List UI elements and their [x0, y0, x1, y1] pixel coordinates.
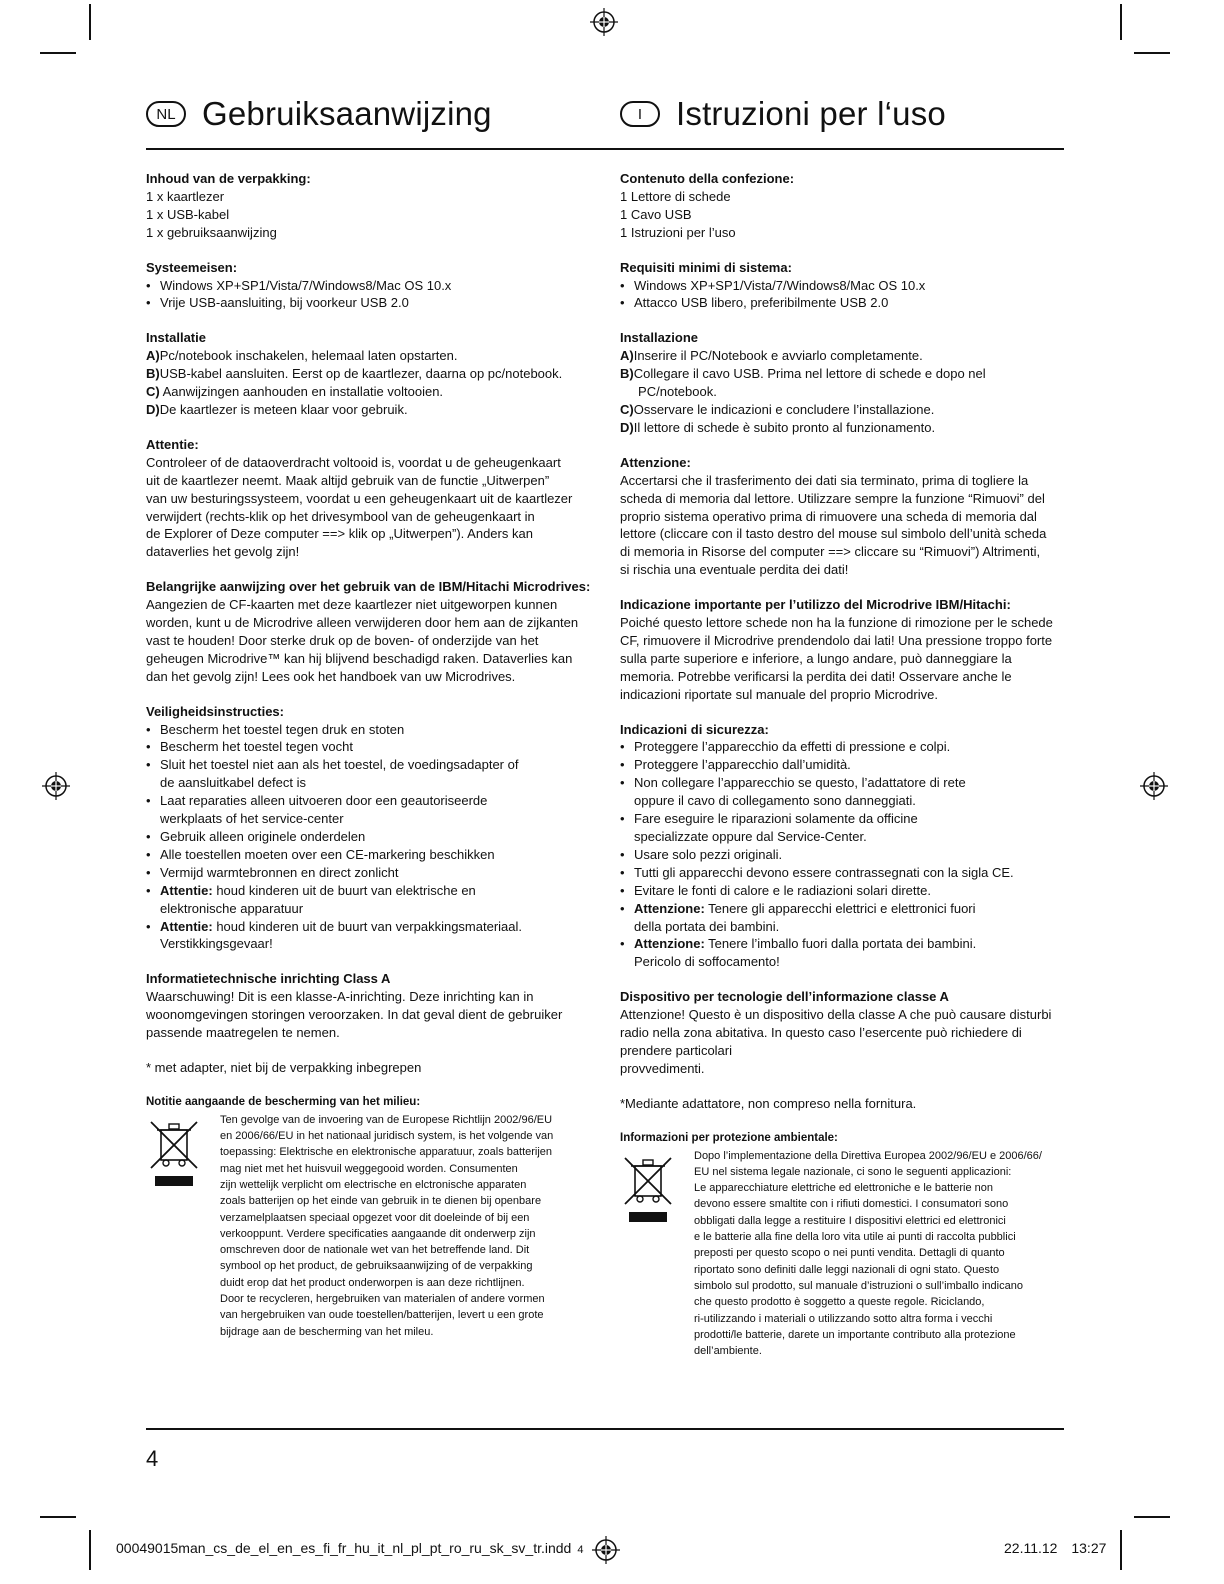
title-it [620, 92, 946, 136]
text-line: scheda di memoria dal lettore. Utilizzare sempre la funzione “Rimuovi” del [620, 490, 1045, 506]
text-line: passende maatregelen te nemen. [146, 1025, 340, 1041]
registration-mark-icon [590, 8, 618, 36]
list-item: • Bescherm het toestel tegen vocht [146, 738, 594, 756]
text-line: indicazioni riportate sul manuale del proprio Microdrive. [620, 686, 938, 702]
text-line: Accertarsi che il trasferimento dei dati sia terminato, prima di togliere la [620, 472, 1029, 488]
list-item: A)Inserire il PC/Notebook e avviarlo completamente. [620, 348, 923, 364]
text-line: EU nel sistema legale nazionale, ci sono le seguenti applicazioni: [694, 1165, 1012, 1178]
section-heading: Informatietechnische inrichting Class A [146, 971, 391, 987]
list-item: 1 x gebruiksaanwijzing [146, 224, 277, 240]
section-heading: Indicazione importante per l’utilizzo del Microdrive IBM/Hitachi: [620, 597, 1011, 613]
section-heading: Attentie: [146, 436, 199, 452]
list-item: • Attenzione: Tenere gli apparecchi elettrici e elettronici fuori della portata dei bambini. [620, 900, 1068, 936]
text-line: Attenzione! Questo è un dispositivo della classe A che può causare disturbi [620, 1007, 1052, 1023]
crossed-bin-icon [623, 1154, 673, 1206]
crop-mark [89, 4, 91, 40]
slug-date: 22.11.12 [1004, 1540, 1058, 1556]
file-name: 00049015man_cs_de_el_en_es_fi_fr_hu_it_nl_pl_pt_ro_ru_sk_sv_tr.indd [116, 1540, 572, 1556]
list-item: • Vrije USB-aansluiting, bij voorkeur USB 2.0 [146, 294, 594, 312]
text-line: dataverlies het gevolg zijn! [146, 544, 300, 560]
crop-mark [89, 1530, 91, 1570]
list-item: B)Collegare il cavo USB. Prima nel lettore di schede e dopo nel [620, 366, 986, 382]
language-badge-nl: NL [146, 101, 186, 127]
section-system [146, 259, 594, 313]
section-heading: Notitie aangaande de bescherming van het milieu: [146, 1095, 421, 1108]
crop-mark [1120, 1530, 1122, 1570]
text-line: zijn wettelijk verplicht om electrische en elctronische apparaten [220, 1178, 527, 1191]
page-title-nl: Gebruiksaanwijzing [202, 95, 492, 132]
list-item: 1 Istruzioni per l’uso [620, 224, 736, 240]
list-item: A)Pc/notebook inschakelen, helemaal laten opstarten. [146, 348, 458, 364]
section-heading: Veiligheidsinstructies: [146, 703, 284, 719]
text-line: van uw besturingssysteem, voordat u een geheugenkaart uit de kaartlezer [146, 490, 573, 506]
text-line: van hergebruiken van oude toestellen/batterijen, levert u een grote [220, 1309, 544, 1322]
crop-mark [1134, 1516, 1170, 1518]
crop-mark [1120, 4, 1122, 40]
list-item: C)Osservare le indicazioni e concludere l’installazione. [620, 401, 935, 417]
section-microdrive [146, 578, 594, 685]
list-item: • Vermijd warmtebronnen en direct zonlicht [146, 864, 594, 882]
text-line: proprio sistema operativo prima di rimuovere una scheda di memoria dal [620, 508, 1037, 524]
text-line: Aangezien de CF-kaarten met deze kaartlezer niet uitgeworpen kunnen [146, 597, 558, 613]
column-it [620, 170, 1068, 1359]
list-item: • Alle toestellen moeten over een CE-markering beschikken [146, 846, 594, 864]
section-environment [146, 1094, 594, 1340]
slug-timestamp [1004, 1540, 1106, 1556]
text-line: memoria. Potrebbe verificarsi la perdita dei dati! Osservare anche le [620, 668, 1012, 684]
list-item: • Bescherm het toestel tegen druk en stoten [146, 721, 594, 739]
section-heading: Requisiti minimi di sistema: [620, 259, 792, 275]
list-item: • Proteggere l’apparecchio dall’umidità. [620, 756, 1068, 774]
text-line: mag niet met het huisvuil weggegooid worden. Consumenten [220, 1162, 518, 1175]
text-line: sulla parte superiore e inferiore, a lungo andare, può danneggiare la [620, 650, 1012, 666]
footnote [146, 1059, 594, 1077]
slug-file-name [116, 1540, 583, 1556]
header-rule [146, 148, 1064, 150]
text-line: Poiché questo lettore schede non ha la funzione di rimozione per le schede [620, 615, 1053, 631]
list-item: • Tutti gli apparecchi devono essere contrassegnati con la sigla CE. [620, 864, 1068, 882]
section-environment [620, 1130, 1068, 1360]
section-attention [146, 436, 594, 561]
text-line: Door te recycleren, hergebruiken van materialen of andere vormen [220, 1293, 545, 1306]
list-item: 1 Cavo USB [620, 206, 692, 222]
footnote [620, 1095, 1068, 1113]
list-item: D)Il lettore di schede è subito pronto al funzionamento. [620, 419, 936, 435]
title-nl [146, 92, 492, 136]
slug-time: 13:27 [1071, 1540, 1107, 1556]
page-title-it: Istruzioni per l‘uso [676, 95, 946, 132]
list-item: • Laat reparaties alleen uitvoeren door een geautoriseerde werkplaats of het service-center [146, 792, 594, 828]
section-heading: Installazione [620, 330, 699, 346]
text-line: Ten gevolge van de invoering van de Europese Richtlijn 2002/96/EU [220, 1113, 553, 1126]
text-line: radio nella zona abitativa. In questo caso l’esercente può richiedere di [620, 1025, 1022, 1041]
text-line: worden, kunt u de Microdrive alleen verwijderen door hem aan de zijkanten [146, 615, 579, 631]
section-microdrive [620, 596, 1068, 703]
crop-mark [40, 52, 76, 54]
text-line: provvedimenti. [620, 1060, 705, 1076]
text-line: e le batterie alla fine della loro vita utile ai punti di raccolta pubblici [694, 1231, 1016, 1244]
list-item: • Sluit het toestel niet aan als het toestel, de voedingsadapter of de aansluitkabel defect is [146, 756, 594, 792]
list-item: • Non collegare l’apparecchio se questo, l’adattatore di rete oppure il cavo di collegamento sono danneggiati. [620, 774, 1068, 810]
text-line: prodotti/le batterie, darete un importante contributo alla protezione [694, 1328, 1016, 1341]
text-line: riportato sono definiti dalle leggi nazionali di ogni stato. Questo [694, 1263, 1000, 1276]
text-line: CF, rimuovere il Microdrive prendendolo dai lati! Una pressione troppo forte [620, 632, 1053, 648]
crossed-bin-icon [149, 1118, 199, 1170]
section-heading: Installatie [146, 330, 206, 346]
text-line: obbligati dalla legge a restituire I dispositivi elettrici ed elettronici [694, 1214, 1006, 1227]
file-page: 4 [577, 1544, 584, 1556]
section-heading: Systeemeisen: [146, 259, 238, 275]
text-line: toepassing: Elektrische en elektronische apparatuur, zoals batterijen [220, 1146, 553, 1159]
section-heading: Informazioni per protezione ambientale: [620, 1131, 838, 1144]
footer-rule [146, 1428, 1064, 1430]
list-item: • Attenzione: Tenere l’imballo fuori dalla portata dei bambini. Pericolo di soffocamento! [620, 935, 1068, 971]
registration-mark-icon [42, 772, 70, 800]
text-line: verwijdert (rechts-klik op het drivesymbool van de geheugenkaart in [146, 508, 535, 524]
list-item: PC/notebook. [620, 384, 717, 400]
text-line: che questo prodotto è soggetto a queste regole. Riciclando, [694, 1296, 985, 1309]
list-item: 1 Lettore di schede [620, 188, 731, 204]
section-heading: Dispositivo per tecnologie dell’informazione classe A [620, 989, 949, 1005]
list-item: • Proteggere l’apparecchio da effetti di pressione e colpi. [620, 738, 1068, 756]
section-system [620, 259, 1068, 313]
section-safety [146, 703, 594, 954]
section-class-a [146, 970, 594, 1042]
text-line: symbool op het product, de gebruiksaanwijzing of de verpakking [220, 1260, 533, 1273]
list-item: 1 x kaartlezer [146, 188, 225, 204]
text-line: bijdrage aan de bescherming van het mileu. [220, 1325, 434, 1338]
page-number: 4 [146, 1446, 159, 1471]
text-line: verkooppunt. Verdere specificaties aangaande dit onderwerp zijn [220, 1227, 536, 1240]
text-line: de Explorer of Deze computer ==> klik op „Uitwerpen”). Anders kan [146, 526, 533, 542]
text-line: Le apparecchiature elettriche ed elettroniche e le batterie non [694, 1182, 994, 1195]
text-line: devono essere smaltite con i rifiuti domestici. I consumatori sono [694, 1198, 1009, 1211]
language-badge-it: I [620, 101, 660, 127]
section-class-a [620, 988, 1068, 1078]
list-item: • Usare solo pezzi originali. [620, 846, 1068, 864]
list-item: C) Aanwijzingen aanhouden en installatie voltooien. [146, 384, 444, 400]
text-line: geheugen Microdrive™ kan hij blijvend beschadigd raken. Dataverlies kan [146, 650, 573, 666]
text-line: woonomgevingen storingen veroorzaken. In dat geval dient de gebruiker [146, 1007, 563, 1023]
text-line: dan het gevolg zijn! Lees ook het handboek van uw Microdrives. [146, 668, 516, 684]
footnote-text: *Mediante adattatore, non compreso nella fornitura. [620, 1095, 917, 1111]
text-line: di memoria in Risorse del computer ==> cliccare su “Rimuovi”) Altrimenti, [620, 544, 1041, 560]
section-heading: Attenzione: [620, 454, 691, 470]
crop-mark [1134, 52, 1170, 54]
text-line: vast te houden! Door sterke druk op de boven- of onderzijde van het [146, 632, 539, 648]
text-line: preposti per questo scopo o nei punti vendita. Dettagli di quanto [694, 1247, 1005, 1260]
section-heading: Belangrijke aanwijzing over het gebruik van de IBM/Hitachi Microdrives: [146, 579, 591, 595]
text-line: en 2006/66/EU in het nationaal juridisch system, is het volgende van [220, 1130, 554, 1143]
section-heading: Contenuto della confezione: [620, 171, 795, 186]
text-line: Waarschuwing! Dit is een klasse-A-inrichting. Deze inrichting kan in [146, 989, 534, 1005]
section-install [146, 329, 594, 419]
text-line: duidt erop dat het product onderworpen is aan deze richtlijnen. [220, 1276, 525, 1289]
list-item: • Attacco USB libero, preferibilmente USB 2.0 [620, 294, 1068, 312]
text-line: uit de kaartlezer neemt. Maak altijd gebruik van de functie „Uitwerpen” [146, 472, 550, 488]
text-line: dell’ambiente. [694, 1345, 762, 1358]
text-line: si rischia una eventuale perdita dei dati! [620, 562, 849, 578]
crop-mark [40, 1516, 76, 1518]
section-install [620, 329, 1068, 436]
list-item: • Windows XP+SP1/Vista/7/Windows8/Mac OS 10.x [146, 277, 594, 295]
text-line: simbolo sul prodotto, sul manuale d’istruzioni o sull’imballo indicano [694, 1279, 1023, 1292]
list-item: • Evitare le fonti di calore e le radiazioni solari dirette. [620, 882, 1068, 900]
section-heading: Inhoud van de verpakking: [146, 171, 311, 186]
text-line: prendere particolari [620, 1042, 733, 1058]
list-item: • Gebruik alleen originele onderdelen [146, 828, 594, 846]
text-line: verzamelplaatsen speciaal opgezet voor dit doeleinde of bij een [220, 1211, 530, 1224]
text-line: ri-utilizzando i materiali o utilizzando sotto altra forma i vecchi [694, 1312, 993, 1325]
registration-mark-icon [1140, 772, 1168, 800]
list-item: • Attentie: houd kinderen uit de buurt van verpakkingsmateriaal. Verstikkingsgevaar! [146, 918, 594, 954]
list-item: D)De kaartlezer is meteen klaar voor gebruik. [146, 401, 408, 417]
section-safety [620, 721, 1068, 972]
section-attention [620, 454, 1068, 579]
column-nl [146, 170, 594, 1340]
list-item: • Attentie: houd kinderen uit de buurt van elektrische en elektronische apparatuur [146, 882, 594, 918]
text-line: zoals batterijen op het einde van gebruik in te dienen bij openbare [220, 1195, 542, 1208]
list-item: B)USB-kabel aansluiten. Eerst op de kaartlezer, daarna op pc/notebook. [146, 366, 563, 382]
text-line: Dopo l’implementazione della Direttiva Europea 2002/96/EU e 2006/66/ [694, 1149, 1042, 1162]
list-item: • Windows XP+SP1/Vista/7/Windows8/Mac OS 10.x [620, 277, 1068, 295]
text-line: Controleer of de dataoverdracht voltooid is, voordat u de geheugenkaart [146, 454, 561, 470]
section-contents [146, 170, 594, 242]
registration-mark-icon [592, 1536, 620, 1564]
black-bar-icon [155, 1176, 193, 1186]
text-line: lettore (cliccare con il tasto destro del mouse sul simbolo dell’unità scheda [620, 526, 1047, 542]
footnote-text: * met adapter, niet bij de verpakking inbegrepen [146, 1059, 422, 1075]
section-contents [620, 170, 1068, 242]
section-heading: Indicazioni di sicurezza: [620, 721, 769, 737]
list-item: • Fare eseguire le riparazioni solamente da officine specializzate oppure dal Service-Center. [620, 810, 1068, 846]
text-line: omschreven door de nationale wet van het betreffende land. Dit [220, 1244, 530, 1257]
list-item: 1 x USB-kabel [146, 206, 230, 222]
black-bar-icon [629, 1212, 667, 1222]
